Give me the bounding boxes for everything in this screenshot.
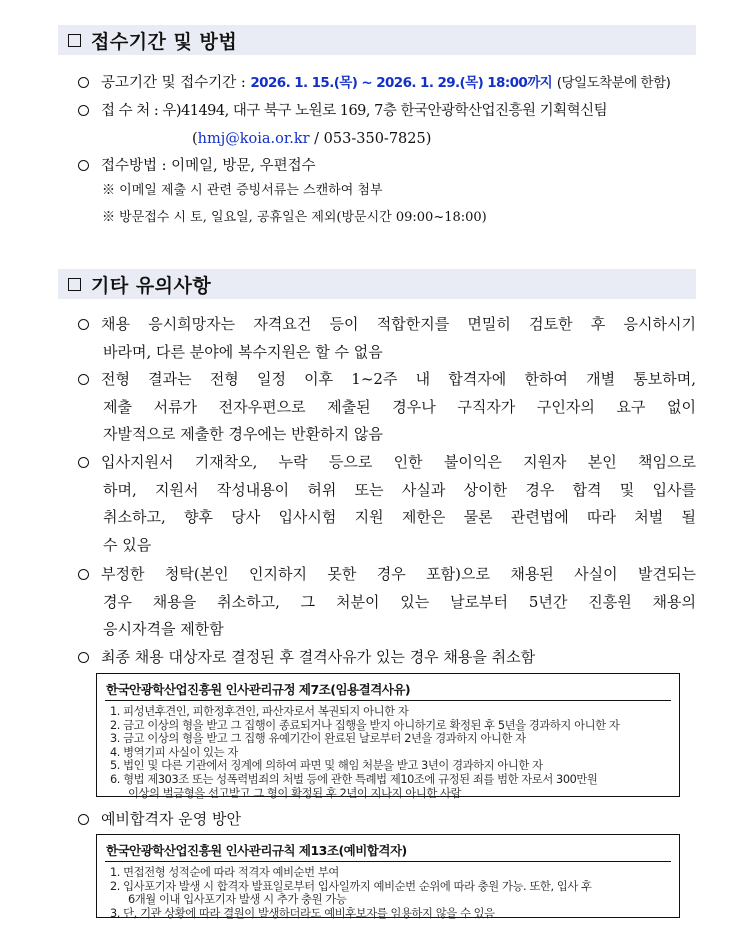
- list-item: 1. 피성년후견인, 피한정후견인, 파산자로서 복권되지 아니한 자: [110, 705, 409, 718]
- regulation-items: [97, 862, 679, 920]
- note-visit: ※ 방문접수 시 토, 일요일, 공휴일은 제외(방문시간 09:00~18:00): [102, 210, 487, 225]
- circle-bullet-icon: [78, 457, 89, 468]
- circle-bullet-icon: [78, 814, 89, 825]
- list-item: 3. 단, 기관 상황에 따라 결원이 발생하더라도 예비후보자를 임용하지 않을 수 있음: [110, 906, 495, 920]
- regulation-box-article7: [96, 673, 680, 800]
- caution-item: 부정한 청탁(본인 인지하지 못한 경우 포함)으로 채용된 사실이 발견되는 경우 채용을 취소하고, 그 처분이 있는 날로부터 5년간 진흥원 채용의 응시자격을 제한함: [78, 561, 696, 644]
- list-item: 6. 형법 제303조 또는 성폭력범죄의 처벌 등에 관한 특례법 제10조에 규정된 죄를 범한 자로서 300만원: [110, 772, 598, 786]
- caution-item: 전형 결과는 전형 일정 이후 1~2주 내 합격자에 한하여 개별 통보하며, 제출 서류가 전자우편으로 제출된 경우나 구직자가 구인자의 요구 없이 자발적으로 제출한 경우에는 반환하지 않음: [78, 366, 696, 449]
- list-item: 5. 법인 및 다른 기관에서 징계에 의하여 파면 및 해임 처분을 받고 3년이 경과하지 아니한 자: [110, 759, 543, 773]
- list-item: 4. 병역기피 사실이 있는 자: [110, 745, 238, 759]
- regulation-items: [97, 701, 679, 800]
- circle-bullet-icon: [78, 374, 89, 385]
- section-header-application: [58, 25, 696, 55]
- circle-bullet-icon: [78, 160, 89, 171]
- regulation-title: 한국안광학산업진흥원 인사관리규칙 제13조(예비합격자): [106, 843, 407, 858]
- circle-bullet-icon: [78, 319, 89, 330]
- note-email: ※ 이메일 제출 시 관련 증빙서류는 스캔하여 첨부: [102, 183, 383, 198]
- reserve-heading: 예비합격자 운영 방안: [78, 806, 241, 833]
- list-item: 3. 금고 이상의 형을 받고 그 집행 유예기간이 완료된 날로부터 2년을 경과하지 아니한 자: [110, 732, 526, 746]
- application-period: 공고기간 및 접수기간 : 2026. 1. 15.(목) ~ 2026. 1. 29.(목) 18:00까지 (당일도착분에 한함): [78, 70, 670, 97]
- method-value: 이메일, 방문, 우편접수: [171, 158, 316, 174]
- circle-bullet-icon: [78, 77, 89, 88]
- circle-bullet-icon: [78, 652, 89, 663]
- checkbox-square-icon: [68, 34, 81, 47]
- period-value: 2026. 1. 15.(목) ~ 2026. 1. 29.(목) 18:00까지: [250, 75, 553, 91]
- period-note: (당일도착분에 한함): [556, 75, 671, 91]
- contact-info: (hmj@koia.or.kr / 053-350-7825): [192, 131, 432, 147]
- section-title: 접수기간 및 방법: [91, 30, 238, 53]
- circle-bullet-icon: [78, 105, 89, 116]
- caution-item: 최종 채용 대상자로 결정된 후 결격사유가 있는 경우 채용을 취소함: [78, 644, 696, 672]
- regulation-box-article13: [96, 834, 680, 918]
- list-item: 1. 면접전형 성적순에 따라 적격자 예비순번 부여: [110, 866, 339, 879]
- list-item: 6개월 이내 입사포기자 발생 시 추가 충원 가능: [128, 893, 347, 907]
- section-header-notes: [58, 269, 696, 299]
- contact-email[interactable]: hmj@koia.or.kr: [197, 131, 310, 147]
- application-method: 접수방법 : 이메일, 방문, 우편접수: [78, 153, 316, 180]
- list-item: 2. 금고 이상의 형을 받고 그 집행이 종료되거나 집행을 받지 아니하기로 확정된 후 5년을 경과하지 아니한 자: [110, 718, 620, 732]
- caution-item: 입사지원서 기재착오, 누락 등으로 인한 불이익은 지원자 본인 책임으로 하며, 지원서 작성내용이 허위 또는 사실과 상이한 경우 합격 및 입사를 취소하고, 향후 당사 입사시험 지원 제한은 물론 관련법에 따라 처벌 될 수 있음: [78, 449, 696, 559]
- place-value: 우)41494, 대구 북구 노원로 169, 7층 한국안광학산업진흥원 기획혁신팀: [162, 103, 608, 119]
- caution-item: 채용 응시희망자는 자격요건 등이 적합한지를 면밀히 검토한 후 응시하시기 바라며, 다른 분야에 복수지원은 할 수 없음: [78, 311, 696, 366]
- checkbox-square-icon: [68, 278, 81, 291]
- list-item: 2. 입사포기자 발생 시 합격자 발표일로부터 입사일까지 예비순번 순위에 따라 충원 가능. 또한, 입사 후: [110, 879, 592, 893]
- application-place: 접 수 처 : 우)41494, 대구 북구 노원로 169, 7층 한국안광학산업진흥원 기획혁신팀: [78, 98, 607, 125]
- list-item: 이상의 벌금형을 선고받고 그 형이 확정된 후 2년이 지나지 아니한 사람: [128, 786, 462, 800]
- circle-bullet-icon: [78, 569, 89, 580]
- section-title: 기타 유의사항: [91, 274, 212, 297]
- regulation-title: 한국안광학산업진흥원 인사관리규정 제7조(임용결격사유): [106, 682, 411, 697]
